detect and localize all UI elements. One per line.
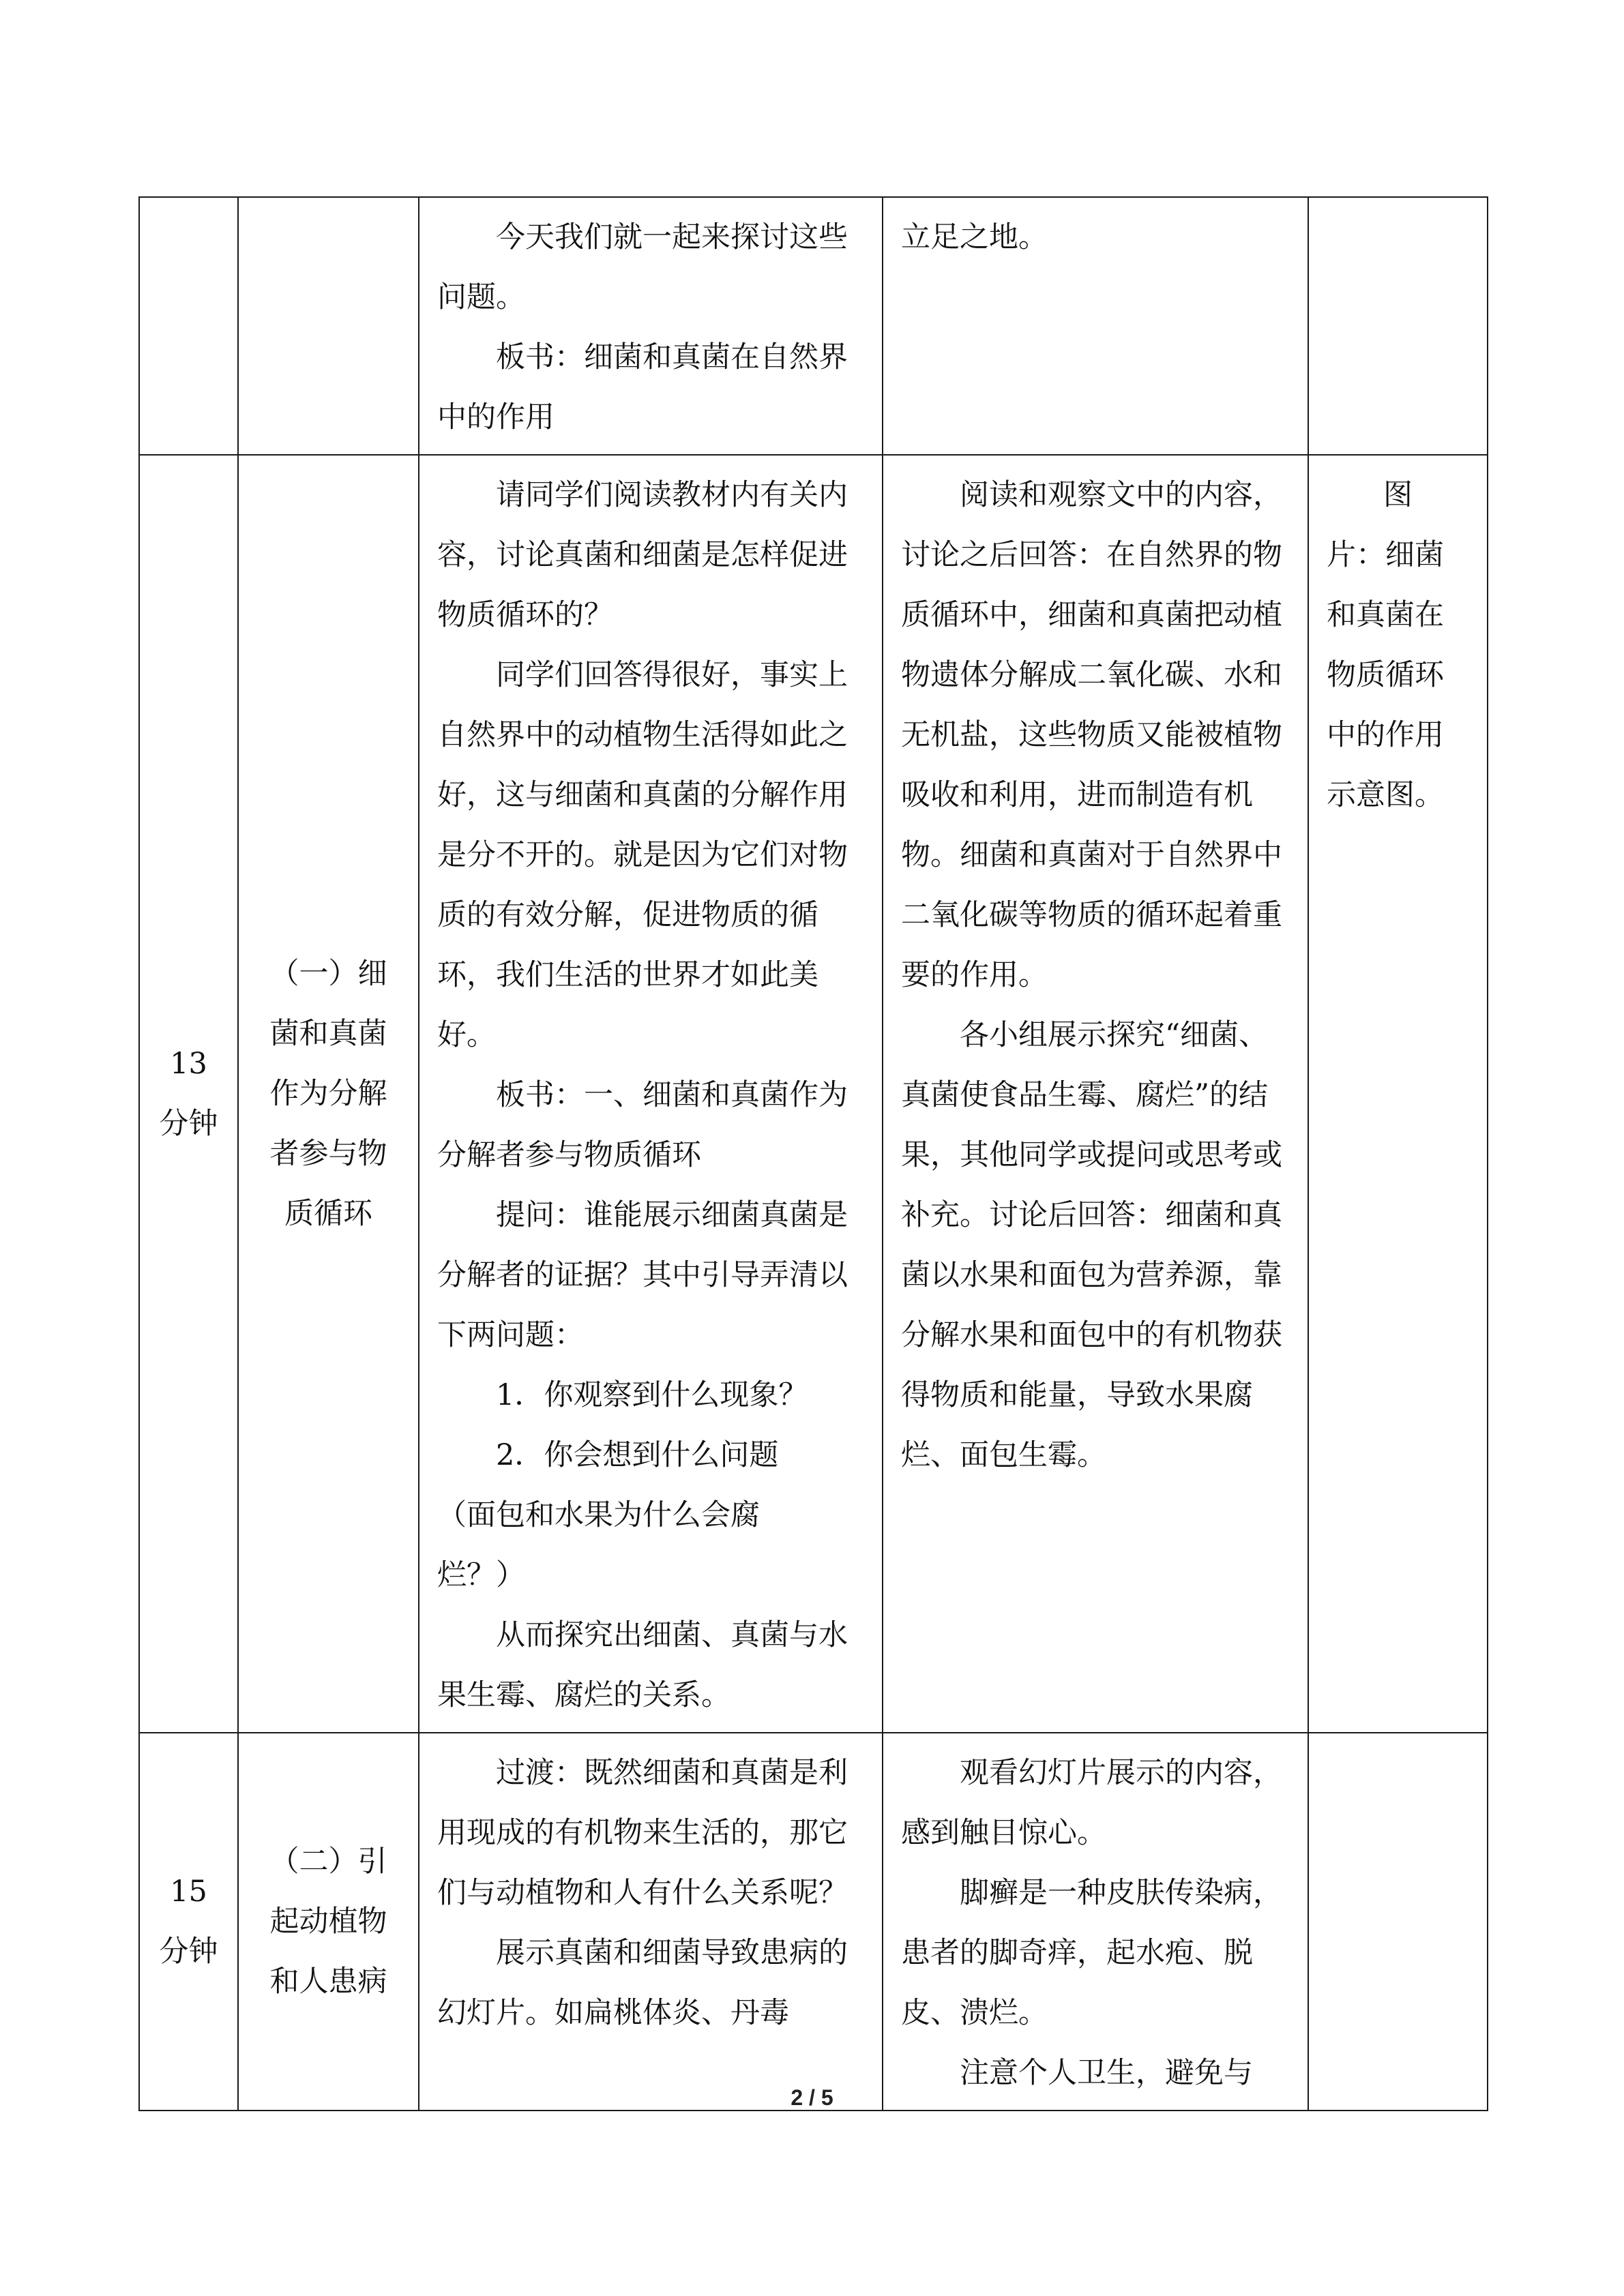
teacher-paragraph: 提问：谁能展示细菌真菌是分解者的证据？其中引导弄清以下两问题： [437,1198,848,1352]
teacher-paragraph: 从而探究出细菌、真菌与水果生霉、腐烂的关系。 [437,1618,848,1712]
student-activity-cell [883,1733,1308,2111]
media-paragraph: 片：细菌和真菌在物质循环中的作用示意图。 [1327,538,1444,812]
teacher-paragraph: 烂？） [437,1558,525,1592]
time-line: 13 [170,1047,207,1081]
section-title-line: （一）细 [269,957,387,991]
teacher-paragraph: 2．你会想到什么问题 [496,1438,779,1472]
teacher-paragraph: 展示真菌和细菌导致患病的幻灯片。如扁桃体炎、丹毒 [437,1936,848,2030]
media-cell [1308,455,1488,1733]
teacher-activity-cell [419,1733,883,2111]
teacher-paragraph: 请同学们阅读教材内有关内容，讨论真菌和细菌是怎样促进物质循环的？ [437,478,848,632]
media-paragraph: 图 [1383,478,1413,512]
teacher-paragraph: 板书：细菌和真菌在自然界中的作用 [437,340,848,434]
page-number: 2 / 5 [791,2085,833,2110]
table-row [139,197,1488,455]
time-line: 15 [170,1875,207,1909]
student-paragraph: 注意个人卫生，避免与 [960,2056,1253,2090]
teacher-activity-cell [419,197,883,455]
time-cell [139,1733,238,2111]
student-paragraph: 观看幻灯片展示的内容，感到触目惊心。 [901,1756,1282,1850]
section-title-line: 质循环 [284,1197,372,1231]
section-title-line: 起动植物 [269,1905,387,1939]
time-cell [139,455,238,1733]
table-row [139,1733,1488,2111]
teacher-paragraph: 过渡：既然细菌和真菌是利用现成的有机物来生活的，那它们与动植物和人有什么关系呢？ [437,1756,848,1910]
student-activity-cell [883,455,1308,1733]
student-paragraph: 阅读和观察文中的内容，讨论之后回答：在自然界的物质循环中，细菌和真菌把动植物遗体分解成二氧化碳、水和无机盐，这些物质又能被植物吸收和利用，进而制造有机物。细菌和真菌对于自然界中二氧化碳等物质的循环起着重要的作用。 [901,478,1282,992]
teacher-paragraph: 今天我们就一起来探讨这些问题。 [437,220,848,314]
student-activity-cell [883,197,1308,455]
time-line: 分钟 [159,1935,218,1969]
teacher-paragraph: 1．你观察到什么现象？ [496,1378,808,1412]
section-cell [238,1733,419,2111]
section-cell [238,455,419,1733]
student-paragraph: 脚癣是一种皮肤传染病，患者的脚奇痒，起水疱、脱皮、溃烂。 [901,1876,1282,2030]
section-title-line: （二）引 [269,1845,387,1879]
student-paragraph: 各小组展示探究“细菌、真菌使食品生霉、腐烂”的结果，其他同学或提问或思考或补充。讨论后回答：细菌和真菌以水果和面包为营养源，靠分解水果和面包中的有机物获得物质和能量，导致水果腐烂、面包生霉。 [901,1018,1282,1472]
lesson-plan-table [138,196,1488,2111]
section-title-line: 者参与物 [269,1137,387,1171]
media-cell [1308,197,1488,455]
teacher-activity-cell [419,455,883,1733]
section-title-line: 和人患病 [269,1965,387,1999]
teacher-paragraph: 板书：一、细菌和真菌作为分解者参与物质循环 [437,1078,848,1172]
section-title-line: 作为分解 [269,1077,387,1111]
section-cell [238,197,419,455]
time-cell [139,197,238,455]
student-paragraph: 立足之地。 [901,220,1048,254]
teacher-paragraph: 同学们回答得很好，事实上自然界中的动植物生活得如此之好，这与细菌和真菌的分解作用是分不开的。就是因为它们对物质的有效分解，促进物质的循环，我们生活的世界才如此美好。 [437,658,848,1052]
time-line: 分钟 [159,1107,218,1141]
table-body [139,197,1488,2111]
teacher-paragraph: （面包和水果为什么会腐 [437,1498,760,1532]
media-cell [1308,1733,1488,2111]
section-title-line: 菌和真菌 [269,1017,387,1051]
table-row [139,455,1488,1733]
